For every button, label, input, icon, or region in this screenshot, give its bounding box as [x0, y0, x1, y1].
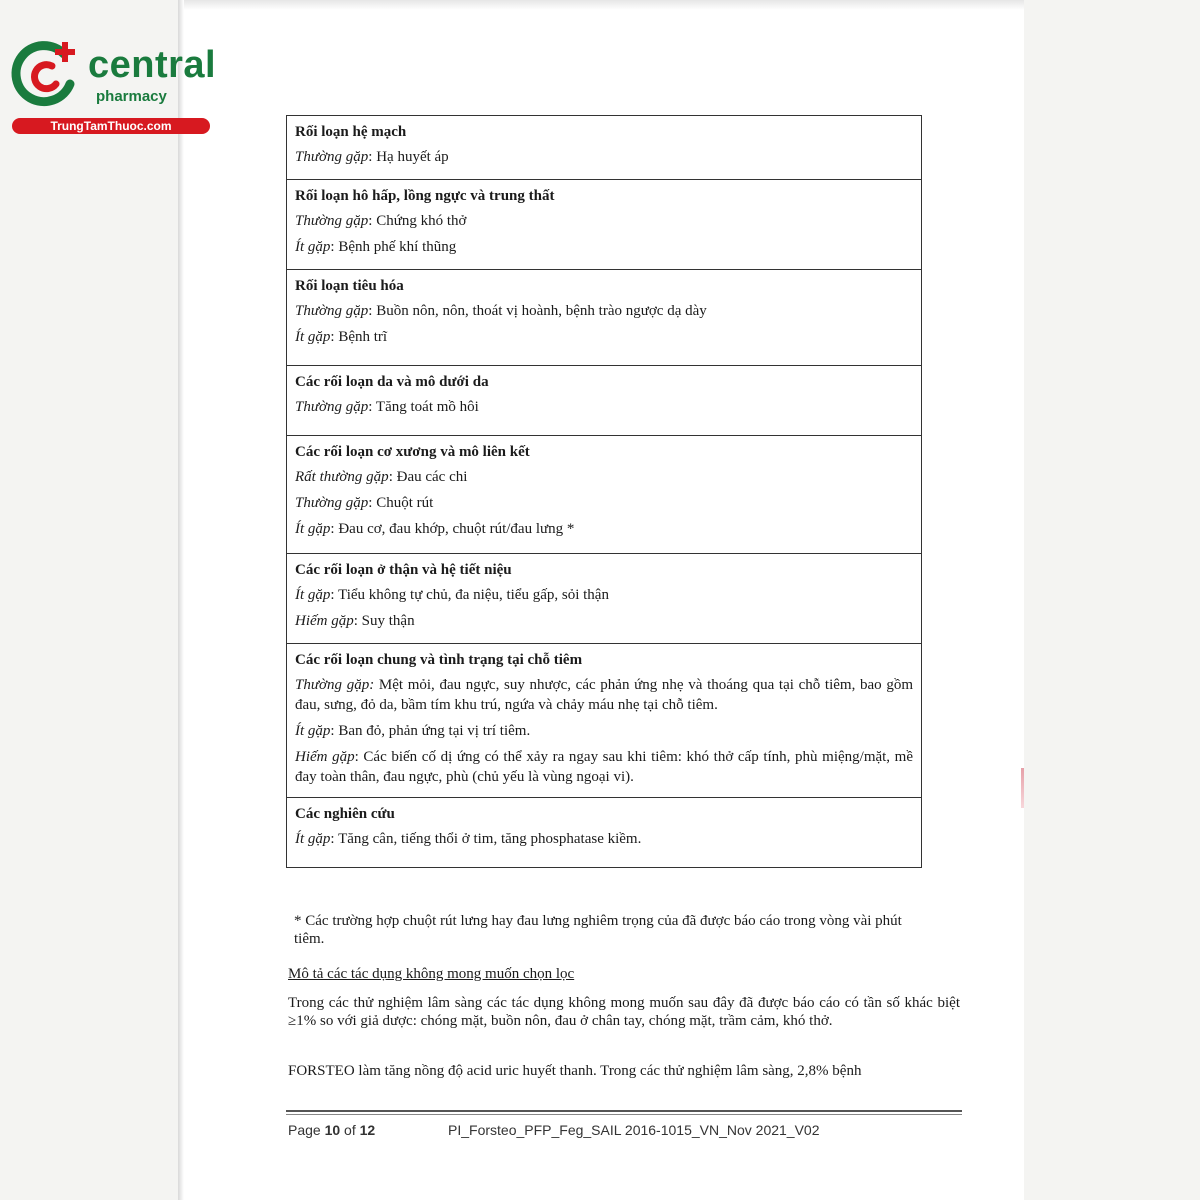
- table-row: [287, 554, 922, 644]
- table-row: [287, 366, 922, 436]
- frequency-line: [295, 519, 913, 539]
- frequency-label: Thường gặp: [295, 213, 369, 229]
- category-heading: Rối loạn tiêu hóa: [295, 278, 404, 294]
- effect-text: : Đau cơ, đau khớp, chuột rút/đau lưng *: [330, 521, 575, 537]
- effect-text: : Suy thận: [353, 613, 415, 629]
- paragraph-2: FORSTEO làm tăng nồng độ acid uric huyết thanh. Trong các thử nghiệm lâm sàng, 2,8% bệnh: [288, 1063, 862, 1079]
- table-row: [287, 180, 922, 270]
- footer-rule-thin: [286, 1114, 962, 1115]
- table-row: [287, 798, 922, 868]
- page-top-shadow: [178, 0, 1024, 10]
- frequency-line: [295, 301, 913, 321]
- frequency-label: Ít gặp: [295, 521, 331, 537]
- effect-text: : Tăng cân, tiếng thổi ở tim, tăng phosphatase kiềm.: [330, 831, 642, 847]
- frequency-line: [295, 327, 913, 347]
- frequency-label: Hiếm gặp: [295, 613, 354, 629]
- frequency-label: Ít gặp: [295, 329, 331, 345]
- category-heading: Các rối loạn da và mô dưới da: [295, 374, 489, 390]
- frequency-line: [295, 747, 913, 787]
- frequency-line: [295, 397, 913, 417]
- frequency-line: [295, 721, 913, 741]
- category-heading: Rối loạn hệ mạch: [295, 124, 407, 140]
- category-heading: Rối loạn hô hấp, lồng ngực và trung thất: [295, 188, 555, 204]
- page-current: 10: [324, 1122, 341, 1138]
- table-row: [287, 270, 922, 366]
- document-id: PI_Forsteo_PFP_Feg_SAIL 2016-1015_VN_Nov 2021_V02: [448, 1122, 820, 1138]
- effect-text: : Chứng khó thở: [368, 213, 467, 229]
- frequency-label: Ít gặp: [295, 239, 331, 255]
- effect-text: : Ban đỏ, phản ứng tại vị trí tiêm.: [330, 723, 531, 739]
- central-logo-icon: [8, 36, 88, 116]
- table-cell: [287, 798, 922, 868]
- logo-sub-text: pharmacy: [96, 88, 167, 105]
- table-cell: [287, 270, 922, 366]
- frequency-label: Ít gặp: [295, 587, 331, 603]
- effect-text: : Buồn nôn, nôn, thoát vị hoành, bệnh trào ngược dạ dày: [368, 303, 707, 319]
- category-heading: Các nghiên cứu: [295, 806, 395, 822]
- effect-text: : Chuột rút: [368, 495, 434, 511]
- effect-text: : Bệnh phế khí thũng: [330, 239, 457, 255]
- page-prefix: Page: [288, 1122, 325, 1138]
- effect-text: Mệt mỏi, đau ngực, suy nhược, các phản ứng nhẹ và thoáng qua tại chỗ tiêm, bao gồm đau, sưng, đỏ da, bầm tím khu trú, ngứa và chảy máu nhẹ tại chỗ tiêm.: [295, 677, 913, 713]
- table-cell: [287, 644, 922, 798]
- frequency-label: Thường gặp:: [295, 677, 375, 693]
- frequency-label: Ít gặp: [295, 831, 331, 847]
- page-left-edge: [178, 0, 184, 1200]
- table-cell: [287, 436, 922, 554]
- table-cell: [287, 180, 922, 270]
- footer-rule-thick: [286, 1110, 962, 1112]
- category-heading: Các rối loạn chung và tình trạng tại chỗ tiêm: [295, 652, 583, 668]
- logo-brand-text: central: [88, 44, 217, 86]
- table-footnote: * Các trường hợp chuột rút lưng hay đau lưng nghiêm trọng của đã được báo cáo trong vòng vài phút tiêm.: [294, 913, 902, 947]
- table-row: [287, 116, 922, 180]
- frequency-label: Rất thường gặp: [295, 469, 389, 485]
- adverse-effects-table: [286, 115, 922, 868]
- frequency-line: [295, 211, 913, 231]
- frequency-line: [295, 675, 913, 715]
- table-cell: [287, 366, 922, 436]
- frequency-label: Thường gặp: [295, 495, 369, 511]
- effect-text: : Hạ huyết áp: [368, 149, 449, 165]
- frequency-label: Thường gặp: [295, 149, 369, 165]
- frequency-label: Hiếm gặp: [295, 749, 355, 765]
- edge-stamp-mark: [1021, 768, 1024, 808]
- logo-url-badge: TrungTamThuoc.com: [12, 118, 210, 134]
- frequency-line: [295, 585, 913, 605]
- frequency-line: [295, 467, 913, 487]
- section-title: Mô tả các tác dụng không mong muốn chọn lọc: [288, 966, 575, 982]
- pharmacy-logo: [8, 36, 217, 136]
- frequency-label: Thường gặp: [295, 303, 369, 319]
- table-row: [287, 436, 922, 554]
- paragraph-1: Trong các thử nghiệm lâm sàng các tác dụng không mong muốn sau đây đã được báo cáo có tần số khác biệt ≥1% so với giả dược: chóng mặt, buồn nôn, đau ở chân tay, chóng mặt, trầm cảm, khó thở.: [288, 995, 960, 1029]
- effect-text: : Bệnh trĩ: [330, 329, 388, 345]
- frequency-line: [295, 829, 913, 849]
- frequency-line: [295, 611, 913, 631]
- page-number: [288, 1122, 375, 1138]
- frequency-label: Ít gặp: [295, 723, 331, 739]
- frequency-label: Thường gặp: [295, 399, 369, 415]
- frequency-line: [295, 237, 913, 257]
- table-row: [287, 644, 922, 798]
- page-total: 12: [359, 1122, 376, 1138]
- category-heading: Các rối loạn ở thận và hệ tiết niệu: [295, 562, 512, 578]
- effect-text: : Đau các chi: [388, 469, 468, 485]
- frequency-line: [295, 147, 913, 167]
- category-heading: Các rối loạn cơ xương và mô liên kết: [295, 444, 530, 460]
- page-of: of: [340, 1122, 360, 1138]
- effect-text: : Tiểu không tự chủ, đa niệu, tiểu gấp, sỏi thận: [330, 587, 609, 603]
- table-cell: [287, 554, 922, 644]
- frequency-line: [295, 493, 913, 513]
- effect-text: : Tăng toát mồ hôi: [368, 399, 479, 415]
- effect-text: : Các biến cố dị ứng có thể xảy ra ngay sau khi tiêm: khó thở cấp tính, phù miệng/mặt, mề đay toàn thân, đau ngực, phù (chủ yếu là vùng ngoại vi).: [295, 749, 914, 785]
- table-cell: [287, 116, 922, 180]
